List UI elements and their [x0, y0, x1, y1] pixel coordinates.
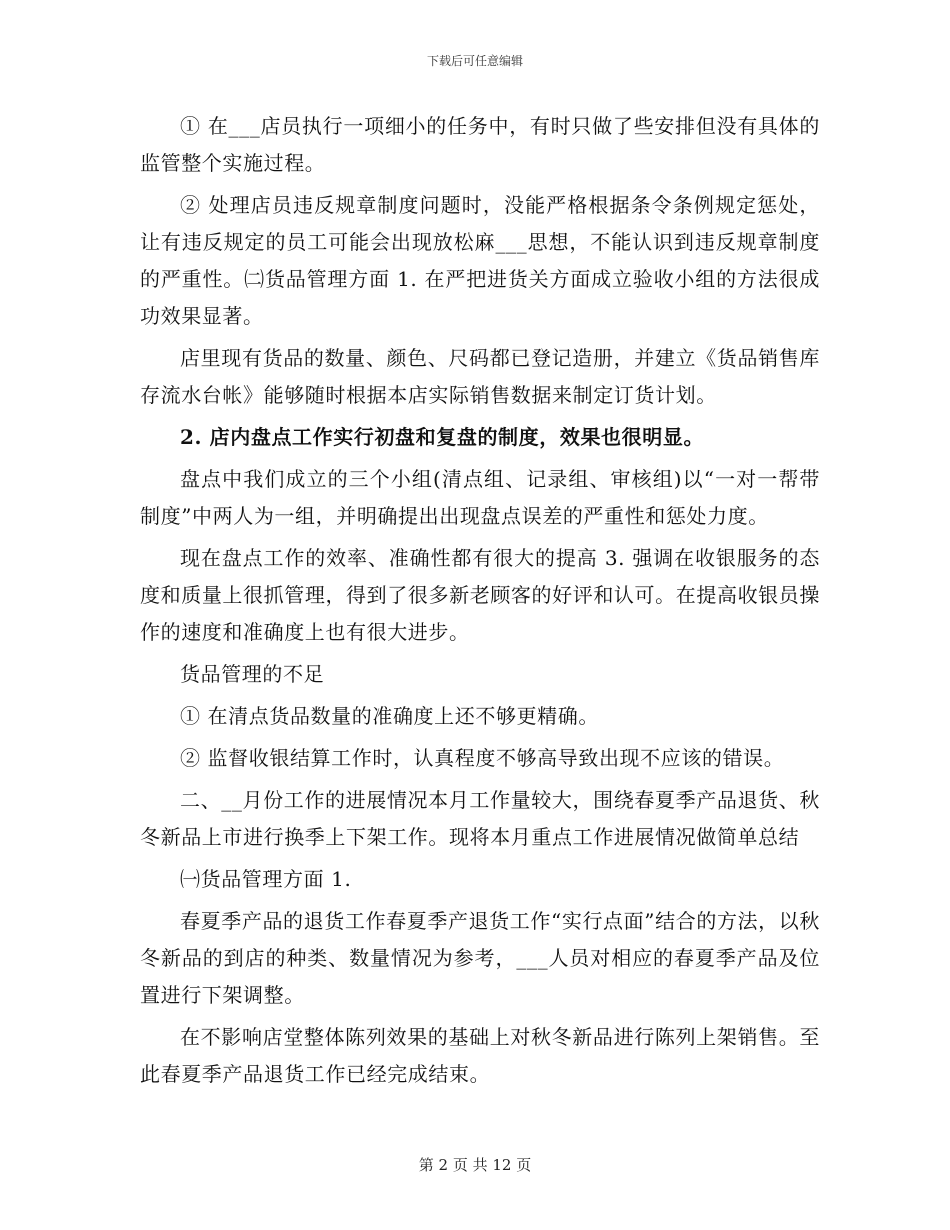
paragraph-4-heading: 2. 店内盘点工作实行初盘和复盘的制度，效果也很明显。: [180, 425, 705, 449]
document-body: [140, 108, 820, 1098]
paragraph-13: 在不影响店堂整体陈列效果的基础上对秋冬新品进行陈列上架销售。至此春夏季产品退货工作已经完成结束。: [140, 1025, 820, 1086]
paragraph-10: 二、__月份工作的进展情况本月工作量较大，围绕春夏季产品退货、秋冬新品上市进行换季上下架工作。现将本月重点工作进展情况做简单总结: [140, 788, 820, 849]
page-header: 下载后可任意编辑: [426, 54, 523, 68]
paragraph-11: ㈠货品管理方面 1.: [180, 867, 352, 891]
paragraph-7: 货品管理的不足: [180, 662, 325, 686]
page-footer: 第 2 页 共 12 页: [418, 1156, 532, 1174]
paragraph-1: ① 在___店员执行一项细小的任务中，有时只做了些安排但没有具体的监管整个实施过程。: [140, 114, 820, 175]
paragraph-12: 春夏季产品的退货工作春夏季产退货工作“实行点面”结合的方法，以秋冬新品的到店的种类、数量情况为参考，___人员对相应的春夏季产品及位置进行下架调整。: [140, 909, 820, 1007]
paragraph-6: 现在盘点工作的效率、准确性都有很大的提高 3. 强调在收银服务的态度和质量上很抓管理，得到了很多新老顾客的好评和认可。在提高收银员操作的速度和准确度上也有很大进步。: [140, 546, 820, 644]
paragraph-8: ① 在清点货品数量的准确度上还不够更精确。: [180, 704, 599, 728]
paragraph-9: ② 监督收银结算工作时，认真程度不够高导致出现不应该的错误。: [180, 746, 785, 770]
paragraph-3: 店里现有货品的数量、颜色、尺码都已登记造册，并建立《货品销售库存流水台帐》能够随时根据本店实际销售数据来制定订货计划。: [140, 346, 820, 407]
paragraph-5: 盘点中我们成立的三个小组(清点组、记录组、审核组)以“一对一帮带制度”中两人为一组，并明确提出出现盘点误差的严重性和惩处力度。: [140, 467, 820, 528]
paragraph-2: ② 处理店员违反规章制度问题时，没能严格根据条令条例规定惩处，让有违反规定的员工可能会出现放松麻___思想，不能认识到违反规章制度的严重性。㈡货品管理方面 1. 在严把进货关方面成立验收小组的方法很成功效果显著。: [140, 193, 820, 328]
